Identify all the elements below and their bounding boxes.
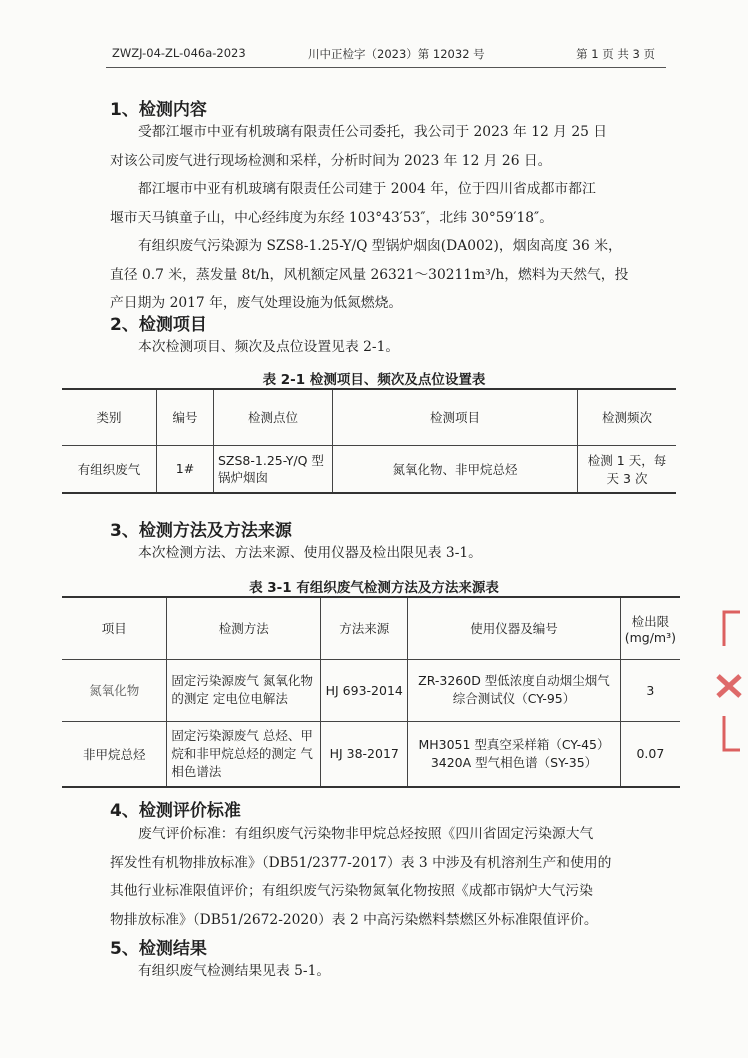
s3-line: 本次检测方法、方法来源、使用仪器及检出限见表 3-1。 [138, 545, 482, 561]
t2-cell-point: SZS8-1.25-Y/Q 型锅炉烟囱 [214, 445, 333, 493]
t3-row1-item: 氮氧化物 [62, 659, 167, 721]
s1-line-3: 都江堰市中亚有机玻璃有限责任公司建于 2004 年，位于四川省成都市都江 [138, 181, 596, 197]
t2-header-category: 类别 [62, 389, 157, 445]
s1-line-2: 对该公司废气进行现场检测和采样，分析时间为 2023 年 12 月 26 日。 [110, 152, 552, 169]
partial-seal-stamp [710, 606, 748, 756]
s4-line-3: 其他行业标准限值评价；有组织废气污染物氮氧化物按照《成都市锅炉大气污染 [110, 883, 593, 899]
t3-header-item: 项目 [62, 597, 167, 659]
s1-line-7: 产日期为 2017 年，废气处理设施为低氮燃烧。 [110, 295, 403, 311]
table-2-1-caption: 表 2-1 检测项目、频次及点位设置表 [262, 372, 486, 388]
t2-header-frequency: 检测频次 [578, 389, 677, 445]
s2-line: 本次检测项目、频次及点位设置见表 2-1。 [138, 339, 400, 355]
t3-row1-instrument: ZR-3260D 型低浓度自动烟尘烟气综合测试仪（CY-95） [408, 659, 621, 721]
page-number: 第 1 页 共 3 页 [576, 47, 655, 61]
t3-header-limit: 检出限 (mg/m³) [620, 597, 680, 659]
t2-cell-number: 1# [157, 445, 214, 493]
t3-row2-limit: 0.07 [620, 721, 680, 787]
t3-header-source: 方法来源 [321, 597, 408, 659]
section-4-body [110, 820, 666, 934]
section-5-title: 5、检测结果 [110, 939, 207, 959]
section-2-body [110, 333, 666, 362]
section-1-body [110, 118, 666, 318]
t3-row1-limit: 3 [620, 659, 680, 721]
s4-line-4: 物排放标准》（DB51/2672-2020）表 2 中高污染燃料禁燃区外标准限值评价。 [110, 911, 598, 928]
s5-line: 有组织废气检测结果见表 5-1。 [138, 963, 331, 979]
s1-line-1: 受都江堰市中亚有机玻璃有限责任公司委托，我公司于 2023 年 12 月 25 日 [138, 124, 608, 140]
report-number: 川中正检字（2023）第 12032 号 [308, 47, 485, 61]
seal-mark-icon [710, 606, 748, 756]
table-3-1 [62, 596, 680, 788]
section-5-body [110, 957, 666, 986]
t2-header-point: 检测点位 [214, 389, 333, 445]
t3-row2-source: HJ 38-2017 [321, 721, 408, 787]
s1-line-6: 直径 0.7 米，蒸发量 8t/h，风机额定风量 26321～30211m³/h，燃料为天然气，投 [110, 266, 629, 283]
s4-line-1: 废气评价标准：有组织废气污染物非甲烷总烃按照《四川省固定污染源大气 [138, 826, 594, 842]
t2-header-item: 检测项目 [333, 389, 578, 445]
table-2-1 [62, 388, 676, 494]
t3-header-method: 检测方法 [167, 597, 321, 659]
t3-row2-method: 固定污染源废气 总烃、甲烷和非甲烷总烃的测定 气相色谱法 [167, 721, 321, 787]
s1-line-4: 堰市天马镇童子山，中心经纬度为东经 103°43′53″，北纬 30°59′18″。 [110, 209, 553, 226]
t3-row2-item: 非甲烷总烃 [62, 721, 167, 787]
t3-row1-source: HJ 693-2014 [321, 659, 408, 721]
section-3-title: 3、检测方法及方法来源 [110, 521, 292, 541]
section-1-title: 1、检测内容 [110, 100, 207, 120]
section-2-title: 2、检测项目 [110, 315, 207, 335]
t2-cell-item: 氮氧化物、非甲烷总烃 [333, 445, 578, 493]
doc-code: ZWZJ-04-ZL-046a-2023 [112, 46, 246, 60]
s1-line-5: 有组织废气污染源为 SZS8-1.25-Y/Q 型锅炉烟囱(DA002)，烟囱高度 36 米， [138, 238, 622, 254]
t3-row1-method: 固定污染源废气 氮氧化物的测定 定电位电解法 [167, 659, 321, 721]
table-3-1-caption: 表 3-1 有组织废气检测方法及方法来源表 [249, 580, 499, 596]
s4-line-2: 挥发性有机物排放标准》（DB51/2377-2017）表 3 中涉及有机溶剂生产和使用的 [110, 854, 612, 871]
section-3-body [110, 539, 666, 568]
t2-header-number: 编号 [157, 389, 214, 445]
section-4-title: 4、检测评价标准 [110, 801, 241, 821]
t3-header-instrument: 使用仪器及编号 [408, 597, 621, 659]
t2-cell-category: 有组织废气 [62, 445, 157, 493]
t3-row2-instrument: MH3051 型真空采样箱（CY-45） 3420A 型气相色谱（SY-35） [408, 721, 621, 787]
t2-cell-frequency: 检测 1 天，每天 3 次 [578, 445, 677, 493]
header-rule [106, 67, 666, 68]
